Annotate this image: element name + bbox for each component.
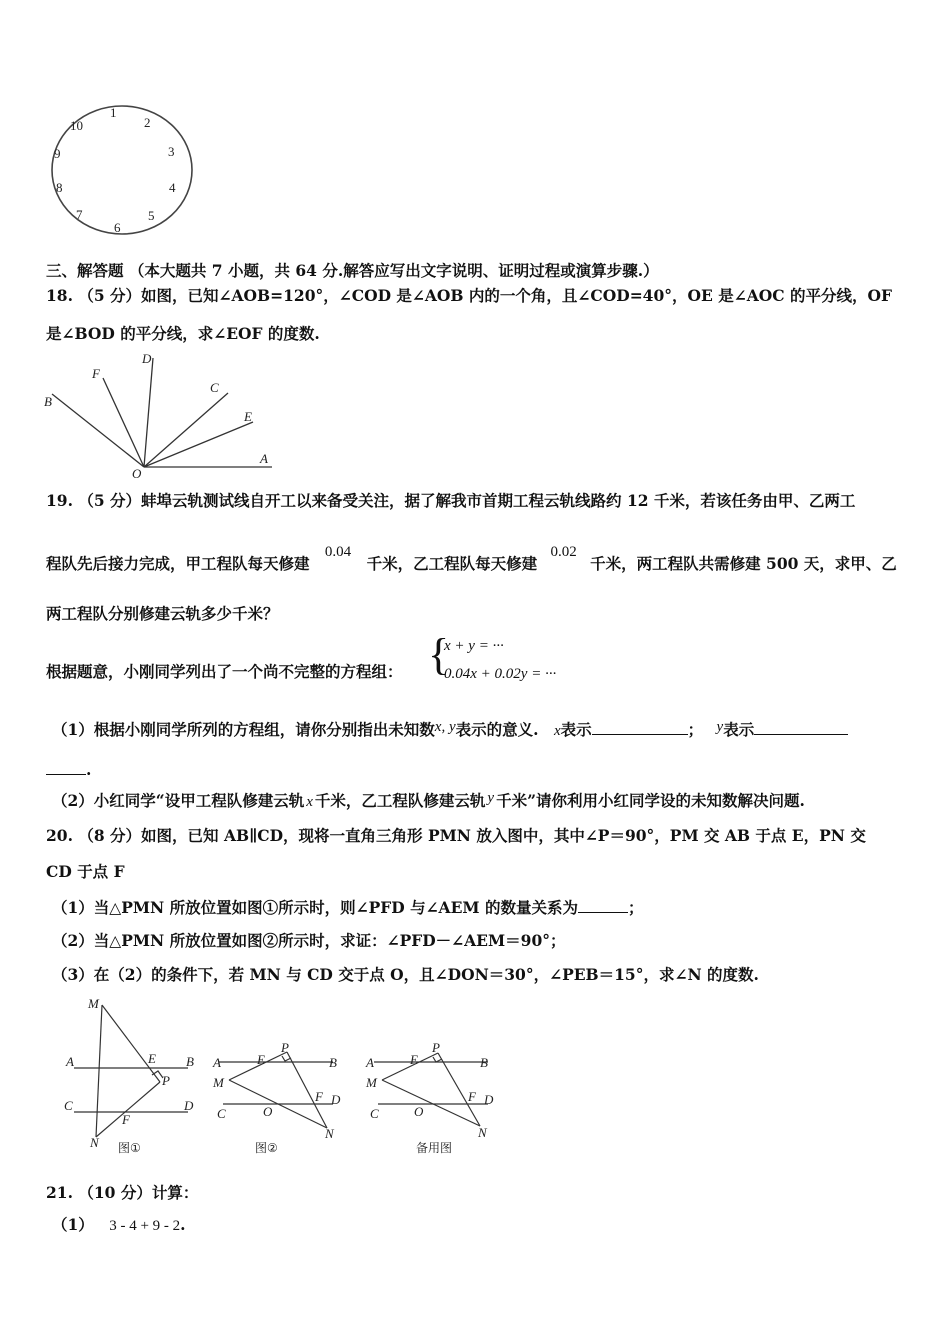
clock-number-3: 3 xyxy=(168,144,175,159)
fig1-label-b: B xyxy=(186,1054,194,1069)
q20-part1-text: （1）当△PMN 所放位置如图①所示时，则∠PFD 与∠AEM 的数量关系为 xyxy=(52,898,578,917)
q19-line2-part-c: 千米，两工程队共需修建 500 天，求甲、乙 xyxy=(590,554,897,573)
q19-part1-separator: ； xyxy=(687,720,704,739)
q19-part1-vars: x, y xyxy=(434,719,456,735)
q19-part2-x: x xyxy=(306,794,313,810)
fig1-label-f: F xyxy=(122,1112,130,1127)
q18-label-d: D xyxy=(142,351,152,366)
q20-line1: 20. （8 分）如图，已知 AB∥CD，现将一直角三角形 PMN 放入图中，其中∠P＝90°，PM 交 AB 于点 E，PN 交 xyxy=(46,826,866,845)
q19-part1-x: x xyxy=(553,723,561,739)
spare-label-c: C xyxy=(370,1106,379,1121)
q19-rate-b: 0.02 xyxy=(550,544,577,560)
clock-number-4: 4 xyxy=(169,180,176,195)
q19-part1-x-label: 表示 xyxy=(560,720,592,739)
q21-line1: 21. （10 分）计算： xyxy=(46,1183,199,1202)
q20-part1-end: ； xyxy=(627,898,644,917)
q19-part2-text-a: （2）小红同学“设甲工程队修建云轨 xyxy=(52,791,305,810)
fig1-label-c: C xyxy=(64,1098,73,1113)
fig1-label-p: P xyxy=(162,1073,170,1088)
q19-part2-text-b: 千米，乙工程队修建云轨 xyxy=(314,791,486,810)
fig2-label-e: E xyxy=(257,1052,265,1067)
q18-line2: 是∠BOD 的平分线，求∠EOF 的度数. xyxy=(46,324,320,343)
q19-rate-a: 0.04 xyxy=(324,544,352,560)
q20-line2: CD 于点 F xyxy=(46,862,125,881)
q18-label-o: O xyxy=(132,466,142,480)
fig2-label-d: D xyxy=(331,1092,341,1107)
fig2-label-a: A xyxy=(213,1055,221,1070)
q18-line1: 18. （5 分）如图，已知∠AOB=120°，∠COD 是∠AOB 内的一个角，且∠COD=40°，OE 是∠AOC 的平分线，OF xyxy=(46,286,892,305)
equation-brace: { xyxy=(428,630,450,679)
spare-label-d: D xyxy=(484,1092,494,1107)
equation-1: x + y = ··· xyxy=(444,638,504,654)
q20-part3: （3）在（2）的条件下，若 MN 与 CD 交于点 O，且∠DON＝30°，∠PEB＝15°，求∠N 的度数. xyxy=(52,965,759,984)
q19-part1-y: y xyxy=(716,719,724,735)
fig2-label-f: F xyxy=(315,1089,323,1104)
q18-label-f: F xyxy=(92,366,100,381)
q18-label-b: B xyxy=(44,394,52,409)
q21-part1-expression: 3 - 4 + 9 - 2 xyxy=(109,1218,181,1234)
fig1-label-a: A xyxy=(66,1054,74,1069)
clock-number-7: 7 xyxy=(76,207,83,222)
q21-part1-end: . xyxy=(180,1215,186,1234)
q19-part1-y-label: 表示 xyxy=(723,720,755,739)
spare-label-n: N xyxy=(478,1125,487,1140)
q19-part1-text-b: 表示的意义. xyxy=(455,720,539,739)
spare-label-m: M xyxy=(366,1075,377,1090)
clock-number-9: 9 xyxy=(54,146,61,161)
q18-angle-figure xyxy=(40,350,280,480)
answer-blank-x[interactable] xyxy=(592,720,688,735)
q19-line2 xyxy=(46,544,897,575)
fig2-caption: 图② xyxy=(255,1141,278,1155)
q18-label-c: C xyxy=(210,380,219,395)
q20-figure-2 xyxy=(205,1040,355,1160)
q20-part1 xyxy=(52,898,643,918)
q19-part1-text: （1）根据小刚同学所列的方程组，请你分别指出未知数 xyxy=(52,720,435,739)
spare-label-b: B xyxy=(480,1055,488,1070)
fig1-label-m: M xyxy=(88,996,99,1011)
q18-label-a: A xyxy=(260,451,268,466)
clock-number-8: 8 xyxy=(56,180,63,195)
fig2-label-b: B xyxy=(329,1055,337,1070)
clock-number-1: 1 xyxy=(110,105,117,120)
fig1-label-e: E xyxy=(148,1051,156,1066)
q19-part2-text-c: 千米”请你利用小红同学设的未知数解决问题. xyxy=(496,791,805,810)
answer-blank-y[interactable] xyxy=(754,720,848,735)
clock-figure xyxy=(48,100,198,240)
spare-label-p: P xyxy=(432,1040,440,1055)
q19-line1: 19. （5 分）蚌埠云轨测试线自开工以来备受关注，据了解我市首期工程云轨线路约 12 千米，若该任务由甲、乙两工 xyxy=(46,491,856,510)
q20-part2: （2）当△PMN 所放位置如图②所示时，求证：∠PFD－∠AEM＝90°； xyxy=(52,931,566,950)
spare-label-e: E xyxy=(410,1052,418,1067)
q19-part1 xyxy=(52,720,848,741)
q19-line3: 两工程队分别修建云轨多少千米？ xyxy=(46,604,279,623)
fig1-label-d: D xyxy=(184,1098,194,1113)
q19-part1-end: . xyxy=(86,760,92,779)
fig2-label-n: N xyxy=(325,1126,334,1141)
fig1-label-n: N xyxy=(90,1135,99,1150)
equation-2: 0.04x + 0.02y = ··· xyxy=(444,666,557,682)
q21-part1 xyxy=(52,1215,186,1236)
fig1-caption: 图① xyxy=(118,1141,141,1155)
clock-number-5: 5 xyxy=(148,208,155,223)
fig2-label-p: P xyxy=(281,1040,289,1055)
spare-figure-caption: 备用图 xyxy=(416,1141,453,1155)
spare-label-o: O xyxy=(414,1104,424,1119)
q19-line2-part-b: 千米，乙工程队每天修建 xyxy=(366,554,538,573)
q19-part1-continuation xyxy=(46,760,91,780)
q18-label-e: E xyxy=(244,409,252,424)
clock-number-2: 2 xyxy=(144,115,151,130)
spare-label-a: A xyxy=(366,1055,374,1070)
clock-number-10: 10 xyxy=(70,118,83,133)
clock-number-6: 6 xyxy=(114,220,121,235)
fig2-label-o: O xyxy=(263,1104,273,1119)
q21-part1-label: （1） xyxy=(52,1215,94,1234)
section-heading: 三、解答题 （本大题共 7 小题，共 64 分.解答应写出文字说明、证明过程或演算步骤.） xyxy=(46,261,659,280)
q19-line2-part-a: 程队先后接力完成，甲工程队每天修建 xyxy=(46,554,310,573)
answer-blank-q20[interactable] xyxy=(578,898,628,913)
q19-eq-intro: 根据题意，小刚同学列出了一个尚不完整的方程组： xyxy=(46,662,403,681)
q20-figure-1 xyxy=(60,995,210,1160)
fig2-label-m: M xyxy=(213,1075,224,1090)
spare-label-f: F xyxy=(468,1089,476,1104)
answer-blank-y-continued[interactable] xyxy=(46,760,86,775)
fig2-label-c: C xyxy=(217,1106,226,1121)
q19-part2-y: y xyxy=(487,790,495,806)
q19-part2 xyxy=(52,791,805,812)
q20-spare-figure xyxy=(360,1040,510,1160)
